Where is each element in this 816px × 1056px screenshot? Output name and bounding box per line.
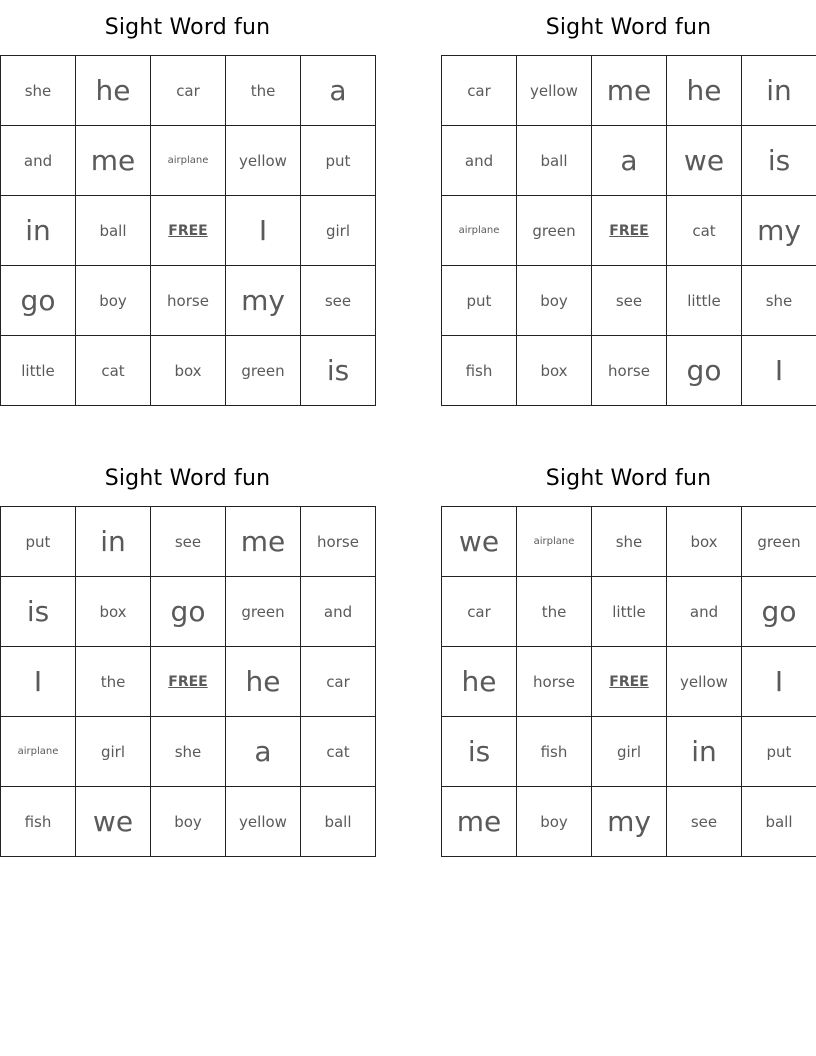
grid-cell: he [76, 56, 151, 126]
grid-cell: fish [1, 787, 76, 857]
grid-cell: see [592, 266, 667, 336]
grid-cell: is [301, 336, 376, 406]
grid-cell: I [742, 647, 816, 717]
grid-cell: green [226, 577, 301, 647]
grid-cell: FREE [151, 647, 226, 717]
grid-cell: girl [76, 717, 151, 787]
grid-cell: green [226, 336, 301, 406]
grid-row [442, 196, 816, 266]
grid-cell: he [667, 56, 742, 126]
grid-cell: ball [742, 787, 816, 857]
grid-cell: put [1, 507, 76, 577]
grid-cell: box [151, 336, 226, 406]
grid-cell: my [742, 196, 816, 266]
grid-cell: the [517, 577, 592, 647]
grid-cell: the [76, 647, 151, 717]
grid-cell: my [592, 787, 667, 857]
grid-row [442, 647, 816, 717]
grid-cell: horse [151, 266, 226, 336]
grid-cell: in [667, 717, 742, 787]
grid-cell: my [226, 266, 301, 336]
grid-row [1, 647, 376, 717]
word-grid [0, 55, 376, 406]
grid-cell: horse [592, 336, 667, 406]
bingo-card-4 [441, 451, 816, 857]
grid-cell: she [742, 266, 816, 336]
grid-cell: horse [301, 507, 376, 577]
grid-cell: box [667, 507, 742, 577]
grid-row [442, 507, 816, 577]
bingo-card-2 [441, 0, 816, 406]
grid-cell: little [667, 266, 742, 336]
grid-cell: and [442, 126, 517, 196]
grid-cell: airplane [442, 196, 517, 266]
grid-cell: he [442, 647, 517, 717]
grid-cell: put [301, 126, 376, 196]
grid-cell: cat [667, 196, 742, 266]
grid-cell: and [1, 126, 76, 196]
grid-cell: she [151, 717, 226, 787]
grid-row [442, 336, 816, 406]
grid-cell: airplane [151, 126, 226, 196]
grid-cell: a [226, 717, 301, 787]
grid-cell: me [76, 126, 151, 196]
grid-cell: cat [76, 336, 151, 406]
grid-row [442, 577, 816, 647]
grid-cell: yellow [667, 647, 742, 717]
grid-cell: car [301, 647, 376, 717]
card-title: Sight Word fun [104, 15, 271, 40]
grid-row [1, 507, 376, 577]
grid-row [1, 126, 376, 196]
grid-row [1, 336, 376, 406]
card-title: Sight Word fun [545, 466, 712, 491]
bingo-card-1 [0, 0, 375, 406]
grid-cell: girl [301, 196, 376, 266]
grid-cell: put [442, 266, 517, 336]
grid-cell: fish [517, 717, 592, 787]
grid-cell: boy [517, 787, 592, 857]
grid-cell: I [1, 647, 76, 717]
grid-cell: cat [301, 717, 376, 787]
grid-cell: green [517, 196, 592, 266]
grid-cell: I [742, 336, 816, 406]
grid-cell: go [1, 266, 76, 336]
grid-cell: horse [517, 647, 592, 717]
grid-cell: ball [517, 126, 592, 196]
grid-cell: in [742, 56, 816, 126]
grid-cell: airplane [517, 507, 592, 577]
grid-cell: ball [301, 787, 376, 857]
grid-cell: in [76, 507, 151, 577]
grid-cell: and [667, 577, 742, 647]
grid-cell: a [592, 126, 667, 196]
grid-cell: airplane [1, 717, 76, 787]
grid-cell: he [226, 647, 301, 717]
grid-cell: go [151, 577, 226, 647]
grid-cell: see [667, 787, 742, 857]
grid-cell: me [226, 507, 301, 577]
grid-cell: see [151, 507, 226, 577]
grid-row [442, 266, 816, 336]
grid-cell: go [667, 336, 742, 406]
grid-row [442, 717, 816, 787]
grid-cell: boy [517, 266, 592, 336]
grid-cell: yellow [226, 787, 301, 857]
grid-row [442, 126, 816, 196]
grid-row [1, 787, 376, 857]
grid-cell: ball [76, 196, 151, 266]
grid-cell: car [442, 577, 517, 647]
grid-cell: we [442, 507, 517, 577]
grid-cell: the [226, 56, 301, 126]
grid-row [1, 266, 376, 336]
grid-cell: me [592, 56, 667, 126]
grid-cell: car [151, 56, 226, 126]
grid-cell: boy [151, 787, 226, 857]
card-title: Sight Word fun [104, 466, 271, 491]
grid-cell: FREE [151, 196, 226, 266]
grid-cell: boy [76, 266, 151, 336]
word-grid [0, 506, 376, 857]
grid-cell: in [1, 196, 76, 266]
grid-cell: is [742, 126, 816, 196]
grid-cell: box [76, 577, 151, 647]
grid-cell: yellow [517, 56, 592, 126]
grid-row [1, 56, 376, 126]
grid-row [1, 196, 376, 266]
word-grid [441, 55, 816, 406]
grid-cell: is [442, 717, 517, 787]
card-title: Sight Word fun [545, 15, 712, 40]
grid-cell: box [517, 336, 592, 406]
bingo-card-3 [0, 451, 375, 857]
grid-cell: she [592, 507, 667, 577]
grid-row [442, 56, 816, 126]
grid-cell: green [742, 507, 816, 577]
grid-cell: is [1, 577, 76, 647]
grid-cell: FREE [592, 647, 667, 717]
grid-cell: she [1, 56, 76, 126]
grid-cell: a [301, 56, 376, 126]
grid-cell: car [442, 56, 517, 126]
grid-row [1, 577, 376, 647]
grid-cell: I [226, 196, 301, 266]
grid-cell: put [742, 717, 816, 787]
grid-cell: go [742, 577, 816, 647]
grid-cell: fish [442, 336, 517, 406]
grid-row [442, 787, 816, 857]
grid-cell: we [667, 126, 742, 196]
grid-cell: see [301, 266, 376, 336]
grid-cell: and [301, 577, 376, 647]
grid-cell: little [1, 336, 76, 406]
grid-cell: we [76, 787, 151, 857]
grid-cell: yellow [226, 126, 301, 196]
grid-cell: little [592, 577, 667, 647]
grid-cell: girl [592, 717, 667, 787]
grid-cell: me [442, 787, 517, 857]
word-grid [441, 506, 816, 857]
grid-cell: FREE [592, 196, 667, 266]
grid-row [1, 717, 376, 787]
